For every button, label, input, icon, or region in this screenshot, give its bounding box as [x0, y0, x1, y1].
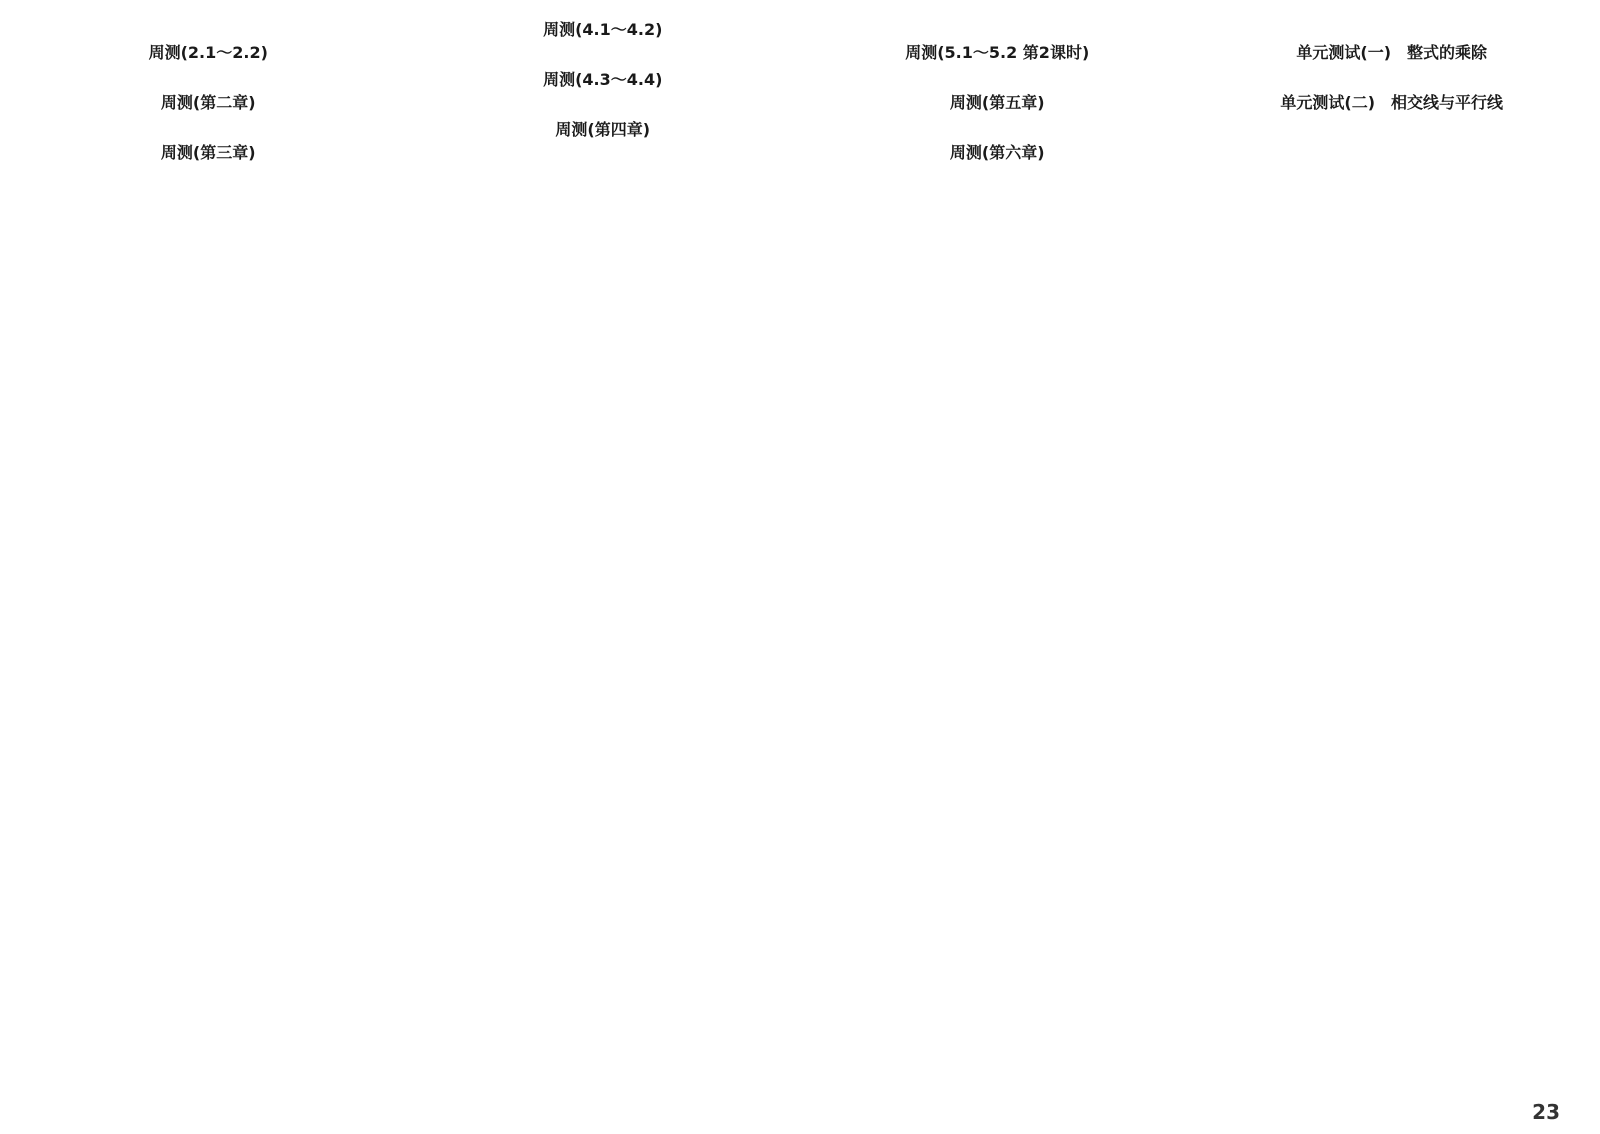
page-footer — [1526, 1097, 1560, 1128]
section-title: 周测(2.1～2.2) — [148, 43, 268, 62]
answer-line — [18, 167, 399, 186]
answer-line — [413, 144, 794, 163]
answer-line — [1202, 18, 1583, 37]
answer-line — [18, 18, 399, 37]
answer-line — [807, 18, 1188, 37]
section-title: 周测(5.1～5.2 第2课时) — [905, 43, 1090, 62]
answer-line — [413, 95, 794, 114]
answer-line — [807, 118, 1188, 137]
answer-line — [413, 45, 794, 64]
section-title: 周测(4.3～4.4) — [543, 69, 663, 89]
column-1 — [18, 14, 399, 1104]
answer-line — [18, 118, 399, 137]
column-4 — [1202, 14, 1583, 1104]
answer-line — [807, 68, 1188, 87]
answer-line — [18, 68, 399, 87]
section-title: 周测(4.1～4.2) — [543, 20, 663, 39]
column-2 — [413, 14, 794, 1104]
section-title: 单元测试(二) 相交线与平行线 — [1280, 92, 1504, 112]
answer-line — [1202, 68, 1583, 87]
section-title: 周测(第三章) — [160, 142, 256, 162]
section-title: 周测(第五章) — [949, 92, 1045, 112]
page-number: 23 — [1532, 1100, 1560, 1124]
section-title: 周测(第六章) — [949, 142, 1045, 162]
answer-line — [807, 167, 1188, 186]
section-title: 周测(第二章) — [160, 92, 256, 112]
answer-line — [1202, 118, 1583, 137]
section-title: 周测(第四章) — [555, 119, 651, 139]
section-title: 单元测试(一) 整式的乘除 — [1296, 43, 1488, 62]
column-3 — [807, 14, 1188, 1104]
